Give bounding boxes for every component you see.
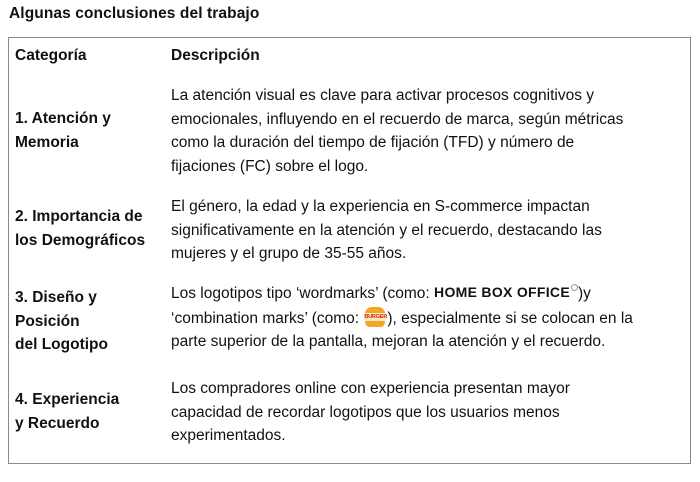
row2-description: El género, la edad y la experiencia en S-commerce impactan significativamente en la atención y el recuerdo, destacando las mujeres y el grupo de 35-55 años. — [171, 198, 602, 262]
row3-category: 3. Diseño y Posición del Logotipo — [15, 289, 108, 353]
conclusions-table — [8, 37, 691, 464]
row1-description: La atención visual es clave para activar procesos cognitivos y emocionales, influyendo en el recuerdo de marca, según métricas como la duración del tiempo de fijación (TFD) y número de fijaciones (FC) sobre el logo. — [171, 87, 624, 175]
burger-king-logo: BURGER — [364, 307, 386, 327]
row1-category: 1. Atención y Memoria — [15, 110, 111, 151]
hbo-logo: HOME BOX OFFICE — [434, 284, 570, 300]
registered-mark-icon — [571, 284, 578, 291]
row3-description: Los logotipos tipo ‘wordmarks’ (como: HOME BOX OFFICE )y ‘combination marks’ (como: BURGER ), especialmente si se colocan en la parte superior de la pantalla, mejoran la atención y el recuerdo. — [171, 284, 633, 350]
header-description: Descripción — [171, 47, 260, 64]
row4-category: 4. Experiencia y Recuerdo — [15, 391, 120, 432]
row2-category: 2. Importancia de los Demográficos — [15, 208, 146, 249]
header-category: Categoría — [15, 47, 87, 64]
page-title: Algunas conclusiones del trabajo — [9, 5, 260, 22]
row4-description: Los compradores online con experiencia presentan mayor capacidad de recordar logotipos que los usuarios menos experimentados. — [171, 380, 570, 444]
